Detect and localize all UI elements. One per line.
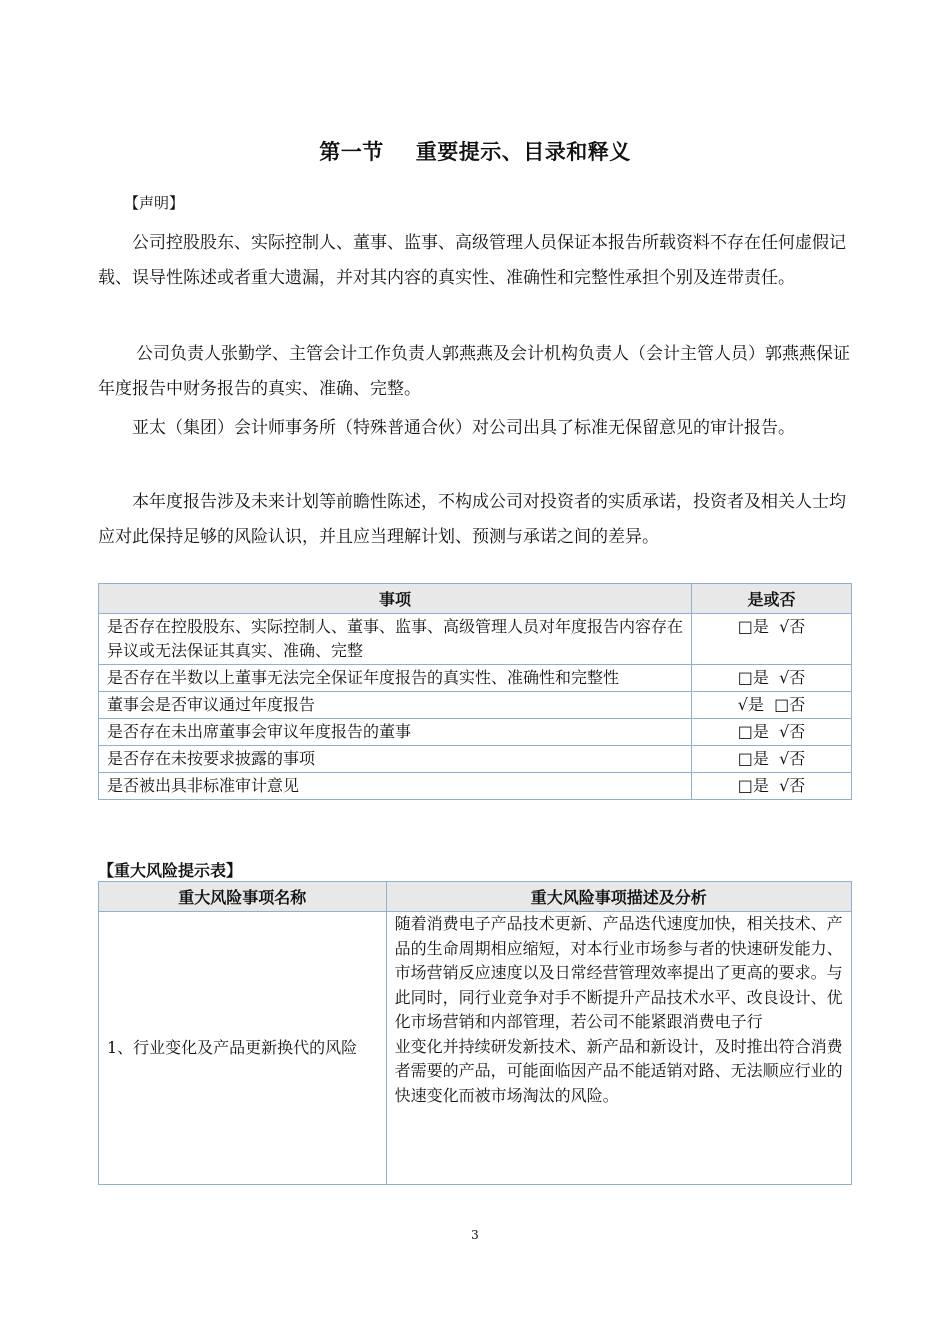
risk-name: 1、行业变化及产品更新换代的风险: [99, 912, 387, 1185]
section-heading: 重要提示、目录和释义: [415, 140, 631, 164]
matter-item: 是否存在半数以上董事无法完全保证年度报告的真实性、准确性和完整性: [99, 665, 692, 692]
matter-choice: □是 √否: [692, 773, 852, 800]
declaration-paragraph: 亚太（集团）会计师事务所（特殊普通合伙）对公司出具了标准无保留意见的审计报告。: [132, 418, 795, 438]
column-header: 重大风险事项名称: [99, 882, 387, 912]
table-row: [99, 746, 852, 773]
matters-table: [98, 583, 852, 800]
matter-item: 是否存在未出席董事会审议年度报告的董事: [99, 719, 692, 746]
column-header: 是或否: [692, 584, 852, 614]
table-row: [99, 912, 852, 1185]
matter-item: 是否存在未按要求披露的事项: [99, 746, 692, 773]
declaration-paragraph: 本年度报告涉及未来计划等前瞻性陈述，不构成公司对投资者的实质承诺，投资者及相关人士均应对此保持足够的风险认识，并且应当理解计划、预测与承诺之间的差异。: [98, 492, 846, 547]
matter-choice: □是 √否: [692, 746, 852, 773]
risk-table: [98, 881, 852, 1185]
declaration-label: 【声明】: [124, 194, 185, 212]
matter-choice: □是 √否: [692, 665, 852, 692]
table-row: [99, 665, 852, 692]
matter-item: 是否存在控股股东、实际控制人、董事、监事、高级管理人员对年度报告内容存在异议或无法保证其真实、准确、完整: [99, 614, 692, 665]
matter-choice: □是 √否: [692, 614, 852, 665]
risk-description-part: 业变化并持续研发新技术、新产品和新设计，及时推出符合消费者需要的产品，可能面临因产品不能适销对路、无法顺应行业的快速变化而被市场淘汰的风险。: [394, 1036, 843, 1105]
table-header-row: [99, 584, 852, 614]
matter-choice: √是 □否: [692, 692, 852, 719]
table-row: [99, 773, 852, 800]
risk-table-label: 【重大风险提示表】: [98, 861, 243, 880]
matter-choice: □是 √否: [692, 719, 852, 746]
table-row: [99, 692, 852, 719]
matter-item: 是否被出具非标准审计意见: [99, 773, 692, 800]
table-row: [99, 614, 852, 665]
page-number: 3: [471, 1228, 479, 1242]
section-number: 第一节: [319, 140, 384, 164]
column-header: 事项: [99, 584, 692, 614]
table-row: [99, 719, 852, 746]
declaration-paragraph: 公司负责人张勤学、主管会计工作负责人郭燕燕及会计机构负责人（会计主管人员）郭燕燕保证年度报告中财务报告的真实、准确、完整。: [98, 344, 850, 399]
column-header: 重大风险事项描述及分析: [386, 882, 851, 912]
matter-item: 董事会是否审议通过年度报告: [99, 692, 692, 719]
table-header-row: [99, 882, 852, 912]
risk-description-part: 随着消费电子产品技术更新、产品迭代速度加快，相关技术、产品的生命周期相应缩短，对本行业市场参与者的快速研发能力、市场营销反应速度以及日常经营管理效率提出了更高的要求。与此同时，同行业竞争对手不断提升产品技术水平、改良设计、优化市场营销和内部管理，若公司不能紧跟消费电子行: [394, 914, 843, 1031]
section-title: [0, 136, 950, 166]
declaration-paragraph: 公司控股股东、实际控制人、董事、监事、高级管理人员保证本报告所载资料不存在任何虚假记载、误导性陈述或者重大遗漏，并对其内容的真实性、准确性和完整性承担个别及连带责任。: [98, 233, 846, 288]
risk-description: [386, 912, 851, 1185]
